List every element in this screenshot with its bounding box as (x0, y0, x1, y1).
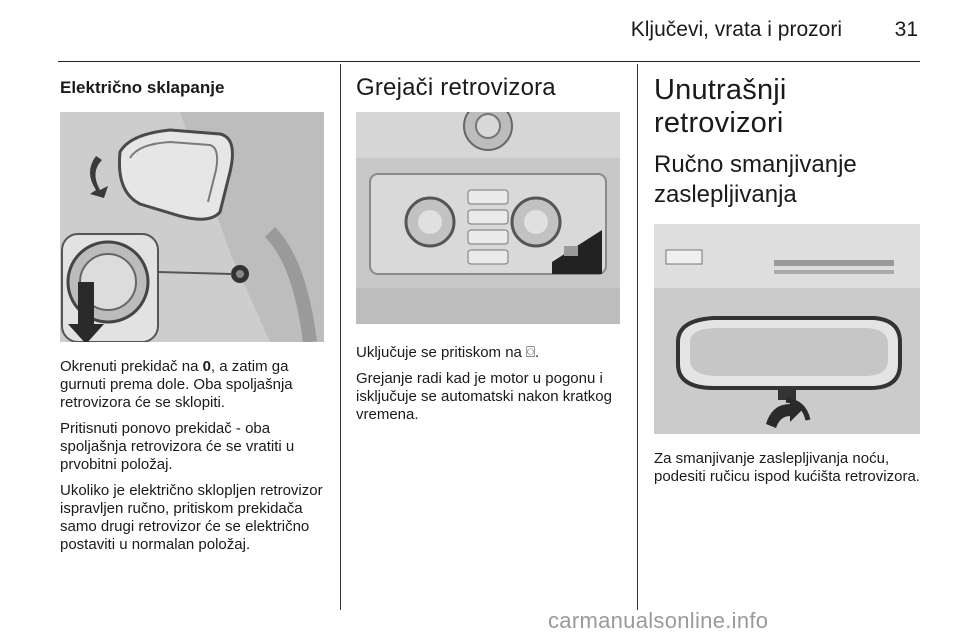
interior-mirror-illustration (654, 224, 920, 434)
section-title: Ključevi, vrata i prozori (630, 18, 842, 41)
section-heading: Električno sklapanje (60, 78, 225, 97)
column-divider (637, 64, 638, 610)
paragraph: Ukoliko je električno sklopljen retrovizor ispravljen ručno, pritiskom prekidača samo drugi retrovizor će se električno postaviti u normalan položaj. (60, 482, 323, 553)
paragraph: Pritisnuti ponovo prekidač - oba spoljašnja retrovizora će se vratiti u prvobitni položaj. (60, 420, 295, 473)
climate-control-panel-illustration (356, 112, 620, 324)
paragraph: Uključuje se pritiskom na ⌼. (356, 344, 540, 361)
column-electric-folding (60, 62, 326, 562)
column-divider (340, 64, 341, 610)
page-number: 31 (894, 18, 918, 41)
subsection-heading: Ručno smanjivanje zaslepljivanja (654, 151, 857, 208)
page-header (0, 0, 960, 62)
switch-position-label: 0 (202, 358, 211, 375)
paragraph: Grejanje radi kad je motor u pogonu i isključuje se automatski nakon kratkog vremena. (356, 370, 612, 423)
section-heading: Unutrašnji retrovizori (654, 74, 787, 139)
section-heading: Grejači retrovizora (356, 74, 556, 101)
watermark: carmanualsonline.info (548, 608, 769, 633)
text: , a zatim ga gurnuti prema dole. Oba spoljašnja retrovizora će se sklopiti. (60, 358, 293, 411)
column-mirror-heaters (356, 62, 624, 432)
text: Okrenuti prekidač na (60, 358, 203, 375)
mirror-fold-switch-illustration (60, 112, 324, 342)
column-interior-mirrors (654, 62, 922, 494)
paragraph: Za smanjivanje zaslepljivanja noću, podesiti ručicu ispod kućišta retrovizora. (654, 450, 920, 485)
paragraph (60, 358, 326, 412)
